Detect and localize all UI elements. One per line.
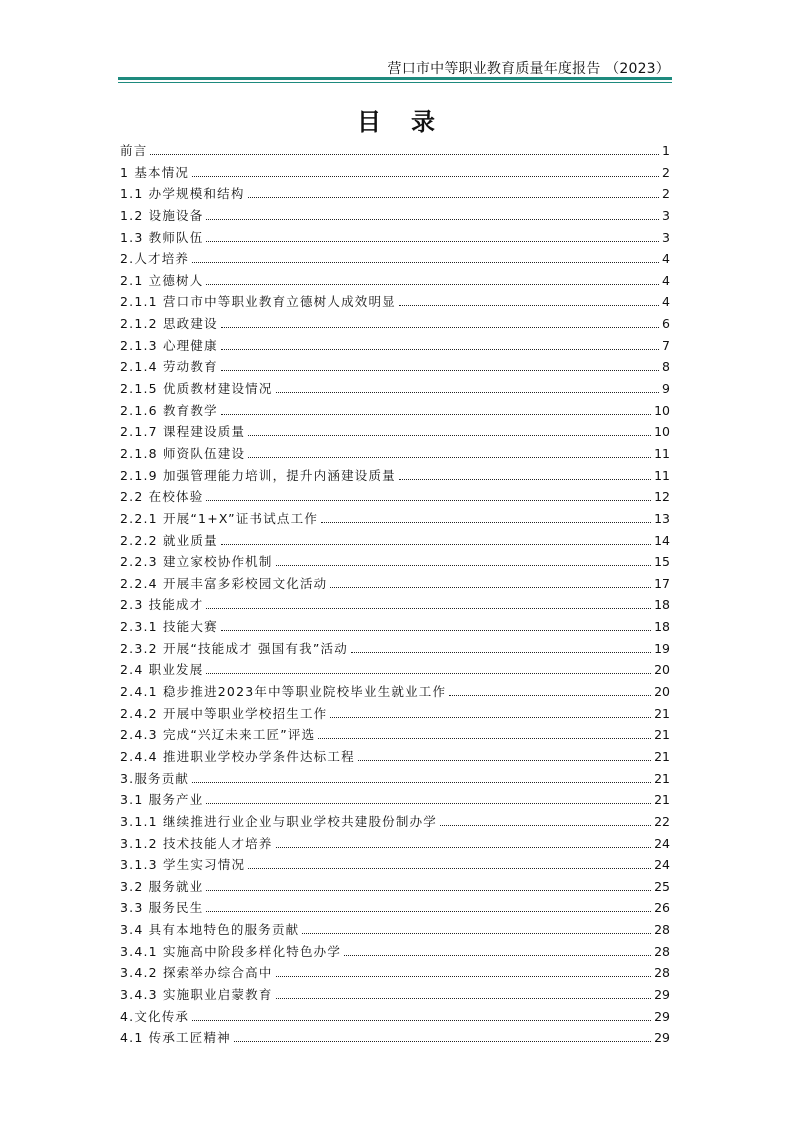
toc-entry-label: 2.1.9 加强管理能力培训，提升内涵建设质量 <box>120 467 396 483</box>
toc-entry-label: 3.1 服务产业 <box>120 792 204 808</box>
toc-entry[interactable] <box>120 811 670 833</box>
toc-entry-page-number: 10 <box>654 424 670 440</box>
toc-entry-page-number: 28 <box>654 965 670 981</box>
toc-dot-leader <box>344 955 651 956</box>
toc-entry-page-number: 21 <box>654 705 670 721</box>
toc-entry[interactable] <box>120 573 670 595</box>
toc-entry[interactable] <box>120 962 670 984</box>
toc-entry-page-number: 20 <box>654 662 670 678</box>
toc-entry-page-number: 6 <box>662 316 670 332</box>
toc-dot-leader <box>206 219 659 220</box>
toc-entry-label: 2.4.3 完成“兴辽未来工匠”评选 <box>120 727 316 743</box>
toc-dot-leader <box>248 868 651 869</box>
toc-entry-label: 2.3.2 开展“技能成才 强国有我”活动 <box>120 640 348 656</box>
toc-entry[interactable] <box>120 162 670 184</box>
toc-entry-label: 2.2.1 开展“1+X”证书试点工作 <box>120 510 319 526</box>
toc-dot-leader <box>206 673 651 674</box>
toc-entry-label: 2.3 技能成才 <box>120 597 204 613</box>
toc-entry[interactable] <box>120 378 670 400</box>
toc-entry[interactable] <box>120 551 670 573</box>
toc-entry-page-number: 3 <box>662 207 670 223</box>
running-header-title: 营口市中等职业教育质量年度报告 （2023） <box>387 61 670 77</box>
header-rule-thin <box>118 82 672 83</box>
toc-entry-page-number: 21 <box>654 770 670 786</box>
toc-entry[interactable] <box>120 335 670 357</box>
toc-dot-leader <box>449 695 651 696</box>
toc-entry[interactable] <box>120 724 670 746</box>
toc-entry[interactable] <box>120 183 670 205</box>
toc-entry-label: 2.1.1 营口市中等职业教育立德树人成效明显 <box>120 294 396 310</box>
toc-entry-label: 2.2.3 建立家校协作机制 <box>120 554 273 570</box>
toc-entry-label: 2.2 在校体验 <box>120 489 204 505</box>
toc-entry-label: 3.1.2 技术技能人才培养 <box>120 835 273 851</box>
toc-entry-page-number: 3 <box>662 229 670 245</box>
toc-entry-page-number: 1 <box>662 143 670 158</box>
toc-entry[interactable] <box>120 984 670 1006</box>
toc-dot-leader <box>192 176 659 177</box>
toc-entry[interactable] <box>120 313 670 335</box>
toc-entry[interactable] <box>120 400 670 422</box>
toc-entry-label: 2.1.7 课程建设质量 <box>120 424 246 440</box>
toc-entry[interactable] <box>120 854 670 876</box>
toc-entry-page-number: 4 <box>662 251 670 267</box>
toc-entry-label: 3.4.1 实施高中阶段多样化特色办学 <box>120 943 342 959</box>
toc-entry[interactable] <box>120 465 670 487</box>
toc-entry-page-number: 7 <box>662 337 670 353</box>
toc-entry-label: 3.3 服务民生 <box>120 900 204 916</box>
toc-dot-leader <box>150 154 659 155</box>
toc-entry-page-number: 8 <box>662 359 670 375</box>
header-rule-thick <box>118 77 672 80</box>
toc-entry[interactable] <box>120 1006 670 1028</box>
toc-dot-leader <box>192 262 659 263</box>
toc-dot-leader <box>206 803 651 804</box>
toc-entry-page-number: 2 <box>662 164 670 180</box>
toc-dot-leader <box>276 392 659 393</box>
toc-dot-leader <box>276 847 652 848</box>
toc-entry-label: 2.1.5 优质教材建设情况 <box>120 381 273 397</box>
toc-entry-page-number: 4 <box>662 272 670 288</box>
toc-dot-leader <box>221 630 651 631</box>
toc-dot-leader <box>330 587 651 588</box>
toc-entry[interactable] <box>120 876 670 898</box>
toc-entry-page-number: 29 <box>654 1030 670 1046</box>
table-of-contents <box>120 140 670 1049</box>
toc-entry-page-number: 10 <box>654 402 670 418</box>
toc-entry[interactable] <box>120 486 670 508</box>
toc-entry-page-number: 26 <box>654 900 670 916</box>
toc-entry-page-number: 29 <box>654 1008 670 1024</box>
toc-dot-leader <box>206 911 651 912</box>
toc-entry-page-number: 9 <box>662 381 670 397</box>
toc-entry-page-number: 24 <box>654 835 670 851</box>
toc-entry-label: 3.4.3 实施职业启蒙教育 <box>120 986 273 1002</box>
toc-entry[interactable] <box>120 681 670 703</box>
toc-entry-label: 2.2.2 就业质量 <box>120 532 218 548</box>
toc-entry[interactable] <box>120 1027 670 1049</box>
toc-entry-page-number: 21 <box>654 792 670 808</box>
toc-entry[interactable] <box>120 205 670 227</box>
toc-entry-page-number: 2 <box>662 186 670 202</box>
toc-entry-page-number: 15 <box>654 554 670 570</box>
toc-entry-page-number: 24 <box>654 857 670 873</box>
toc-dot-leader <box>276 976 652 977</box>
toc-entry-page-number: 12 <box>654 489 670 505</box>
toc-entry[interactable] <box>120 248 670 270</box>
toc-entry-page-number: 11 <box>654 467 670 483</box>
toc-entry-page-number: 20 <box>654 684 670 700</box>
toc-entry-label: 2.1.2 思政建设 <box>120 316 218 332</box>
toc-entry[interactable] <box>120 594 670 616</box>
toc-entry-page-number: 21 <box>654 748 670 764</box>
toc-entry[interactable] <box>120 421 670 443</box>
toc-entry-label: 前言 <box>120 143 148 158</box>
toc-dot-leader <box>248 457 651 458</box>
toc-entry-page-number: 4 <box>662 294 670 310</box>
toc-entry-page-number: 21 <box>654 727 670 743</box>
toc-entry[interactable] <box>120 443 670 465</box>
toc-entry-label: 2.4.4 推进职业学校办学条件达标工程 <box>120 748 355 764</box>
toc-entry-label: 2.1.3 心理健康 <box>120 337 218 353</box>
toc-entry[interactable] <box>120 530 670 552</box>
toc-dot-leader <box>399 305 659 306</box>
toc-entry[interactable] <box>120 291 670 313</box>
toc-entry-page-number: 13 <box>654 510 670 526</box>
toc-dot-leader <box>330 717 651 718</box>
toc-dot-leader <box>248 197 659 198</box>
toc-entry[interactable] <box>120 897 670 919</box>
toc-entry-label: 3.1.1 继续推进行业企业与职业学校共建股份制办学 <box>120 813 437 829</box>
toc-entry-label: 1.2 设施设备 <box>120 207 204 223</box>
toc-entry-label: 2.1.8 师资队伍建设 <box>120 445 246 461</box>
toc-entry-label: 1 基本情况 <box>120 164 190 180</box>
toc-entry-label: 1.3 教师队伍 <box>120 229 204 245</box>
toc-entry-label: 2.4.2 开展中等职业学校招生工作 <box>120 705 328 721</box>
toc-dot-leader <box>221 544 651 545</box>
toc-entry-page-number: 29 <box>654 986 670 1002</box>
toc-entry-label: 2.4.1 稳步推进2023年中等职业院校毕业生就业工作 <box>120 684 447 700</box>
toc-dot-leader <box>206 890 651 891</box>
toc-dot-leader <box>221 327 659 328</box>
toc-entry-label: 2.4 职业发展 <box>120 662 204 678</box>
toc-entry-page-number: 11 <box>654 445 670 461</box>
toc-entry-page-number: 19 <box>654 640 670 656</box>
toc-entry-label: 3.4 具有本地特色的服务贡献 <box>120 922 300 938</box>
toc-entry-label: 3.1.3 学生实习情况 <box>120 857 246 873</box>
toc-entry[interactable] <box>120 919 670 941</box>
toc-dot-leader <box>276 998 652 999</box>
toc-entry-page-number: 14 <box>654 532 670 548</box>
toc-entry-label: 4.文化传承 <box>120 1008 190 1024</box>
toc-entry-page-number: 18 <box>654 619 670 635</box>
toc-entry-page-number: 28 <box>654 943 670 959</box>
toc-entry-label: 3.2 服务就业 <box>120 878 204 894</box>
toc-dot-leader <box>248 435 651 436</box>
toc-dot-leader <box>206 608 651 609</box>
toc-entry-page-number: 25 <box>654 878 670 894</box>
toc-dot-leader <box>206 500 651 501</box>
toc-heading: 目录 <box>357 107 465 136</box>
toc-entry[interactable] <box>120 833 670 855</box>
toc-entry-label: 3.4.2 探索举办综合高中 <box>120 965 273 981</box>
toc-dot-leader <box>351 652 651 653</box>
toc-entry[interactable] <box>120 140 670 162</box>
toc-entry[interactable] <box>120 616 670 638</box>
toc-dot-leader <box>358 760 651 761</box>
toc-entry[interactable] <box>120 941 670 963</box>
toc-entry[interactable] <box>120 270 670 292</box>
toc-entry[interactable] <box>120 227 670 249</box>
toc-entry[interactable] <box>120 703 670 725</box>
toc-entry-label: 2.3.1 技能大赛 <box>120 619 218 635</box>
toc-entry-label: 1.1 办学规模和结构 <box>120 186 245 202</box>
toc-entry[interactable] <box>120 659 670 681</box>
toc-entry[interactable] <box>120 356 670 378</box>
toc-dot-leader <box>221 414 651 415</box>
toc-dot-leader <box>399 479 651 480</box>
toc-dot-leader <box>221 349 659 350</box>
toc-entry-label: 2.1.4 劳动教育 <box>120 359 218 375</box>
toc-entry[interactable] <box>120 638 670 660</box>
toc-dot-leader <box>321 522 651 523</box>
toc-entry[interactable] <box>120 508 670 530</box>
toc-dot-leader <box>440 825 651 826</box>
toc-entry-page-number: 17 <box>654 575 670 591</box>
toc-entry-page-number: 18 <box>654 597 670 613</box>
toc-entry-label: 4.1 传承工匠精神 <box>120 1030 231 1046</box>
toc-entry-label: 2.1 立德树人 <box>120 272 204 288</box>
toc-entry[interactable] <box>120 768 670 790</box>
toc-dot-leader <box>318 738 651 739</box>
toc-entry-label: 2.2.4 开展丰富多彩校园文化活动 <box>120 575 328 591</box>
toc-dot-leader <box>276 565 652 566</box>
toc-entry-label: 3.服务贡献 <box>120 770 190 786</box>
toc-dot-leader <box>302 933 651 934</box>
toc-entry-label: 2.人才培养 <box>120 251 190 267</box>
toc-entry[interactable] <box>120 746 670 768</box>
toc-dot-leader <box>192 782 651 783</box>
toc-entry-page-number: 22 <box>654 813 670 829</box>
toc-dot-leader <box>192 1020 651 1021</box>
toc-dot-leader <box>221 370 659 371</box>
toc-dot-leader <box>206 284 659 285</box>
toc-entry[interactable] <box>120 789 670 811</box>
toc-dot-leader <box>206 241 659 242</box>
toc-dot-leader <box>234 1041 651 1042</box>
toc-entry-page-number: 28 <box>654 922 670 938</box>
toc-entry-label: 2.1.6 教育教学 <box>120 402 218 418</box>
